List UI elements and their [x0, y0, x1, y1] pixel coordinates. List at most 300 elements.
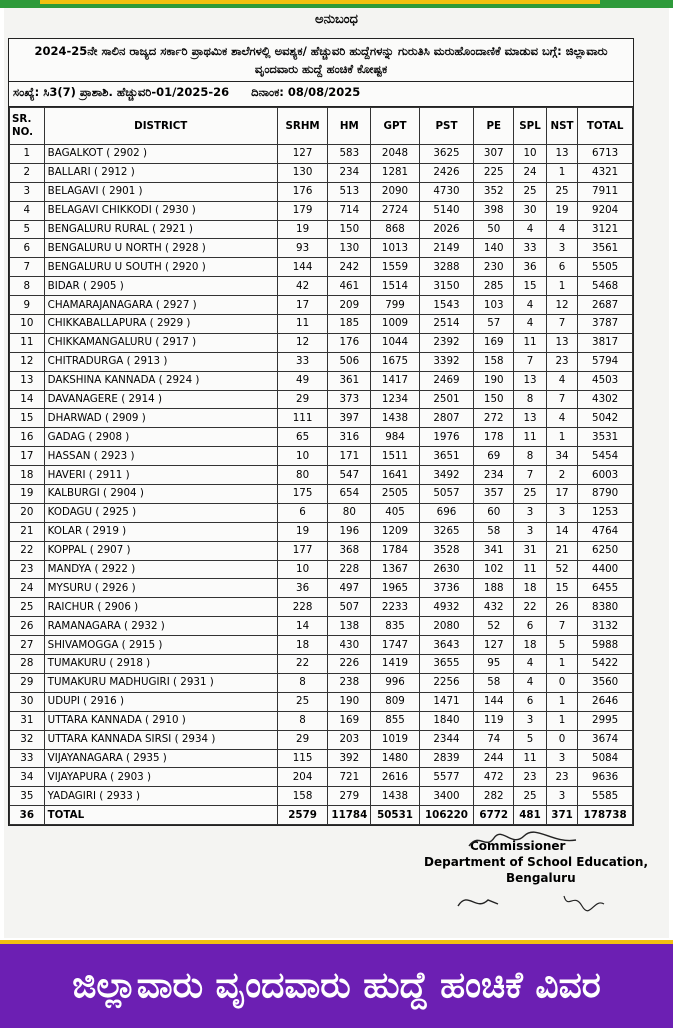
cell-district: BELAGAVI CHIKKODI ( 2930 ) [44, 201, 277, 220]
total-label: TOTAL [44, 806, 277, 825]
cell-nst: 19 [546, 201, 578, 220]
table-row [10, 579, 633, 598]
cell-hm: 547 [328, 466, 371, 485]
cell-nst: 14 [546, 522, 578, 541]
table-row [10, 145, 633, 164]
cell-srhm: 65 [277, 428, 327, 447]
table-row [10, 787, 633, 806]
cell-district: KALBURGI ( 2904 ) [44, 485, 277, 504]
cell-total: 9636 [578, 768, 633, 787]
cell-pe: 169 [474, 333, 514, 352]
cell-gpt: 1234 [371, 390, 419, 409]
cell-gpt: 1438 [371, 787, 419, 806]
cell-district: BENGALURU U SOUTH ( 2920 ) [44, 258, 277, 277]
cell-sr-no: 24 [10, 579, 45, 598]
cell-total: 6455 [578, 579, 633, 598]
cell-spl: 8 [514, 447, 547, 466]
cell-pst: 3651 [419, 447, 474, 466]
table-row [10, 182, 633, 201]
cell-pst: 4730 [419, 182, 474, 201]
cell-pe: 52 [474, 617, 514, 636]
cell-nst: 2 [546, 466, 578, 485]
cell-sr-no: 32 [10, 730, 45, 749]
cell-spl: 11 [514, 560, 547, 579]
cell-nst: 6 [546, 258, 578, 277]
cell-spl: 4 [514, 296, 547, 315]
table-row [10, 466, 633, 485]
cell-total: 3121 [578, 220, 633, 239]
cell-pe: 188 [474, 579, 514, 598]
table-row [10, 711, 633, 730]
total-pst: 106220 [419, 806, 474, 825]
cell-srhm: 6 [277, 503, 327, 522]
table-row [10, 258, 633, 277]
cell-sr-no: 21 [10, 522, 45, 541]
cell-nst: 3 [546, 503, 578, 522]
cell-total: 5585 [578, 787, 633, 806]
cell-pe: 225 [474, 163, 514, 182]
cell-hm: 234 [328, 163, 371, 182]
cell-pst: 2256 [419, 673, 474, 692]
cell-gpt: 405 [371, 503, 419, 522]
cell-nst: 1 [546, 163, 578, 182]
cell-pe: 127 [474, 636, 514, 655]
cell-sr-no: 35 [10, 787, 45, 806]
cell-sr-no: 29 [10, 673, 45, 692]
cell-district: BALLARI ( 2912 ) [44, 163, 277, 182]
cell-gpt: 996 [371, 673, 419, 692]
cell-pe: 60 [474, 503, 514, 522]
cell-district: GADAG ( 2908 ) [44, 428, 277, 447]
cell-srhm: 19 [277, 522, 327, 541]
table-row [10, 541, 633, 560]
cell-nst: 7 [546, 617, 578, 636]
table-row [10, 447, 633, 466]
cell-pst: 2026 [419, 220, 474, 239]
cell-sr-no: 15 [10, 409, 45, 428]
cell-spl: 11 [514, 428, 547, 447]
table-row [10, 503, 633, 522]
cell-total: 5468 [578, 277, 633, 296]
cell-hm: 228 [328, 560, 371, 579]
cell-district: KOPPAL ( 2907 ) [44, 541, 277, 560]
cell-total: 4503 [578, 371, 633, 390]
table-row [10, 296, 633, 315]
cell-spl: 8 [514, 390, 547, 409]
cell-pe: 190 [474, 371, 514, 390]
cell-nst: 26 [546, 598, 578, 617]
table-row [10, 730, 633, 749]
cell-nst: 25 [546, 182, 578, 201]
cell-hm: 226 [328, 655, 371, 674]
cell-district: CHIKKAMANGALURU ( 2917 ) [44, 333, 277, 352]
table-row [10, 352, 633, 371]
cell-district: YADAGIRI ( 2933 ) [44, 787, 277, 806]
signatory-department: Department of School Education, [424, 855, 648, 869]
cell-nst: 4 [546, 371, 578, 390]
table-row [10, 201, 633, 220]
cell-district: SHIVAMOGGA ( 2915 ) [44, 636, 277, 655]
total-sr-no: 36 [10, 806, 45, 825]
cell-sr-no: 3 [10, 182, 45, 201]
cell-spl: 30 [514, 201, 547, 220]
table-row [10, 428, 633, 447]
cell-srhm: 29 [277, 390, 327, 409]
cell-nst: 12 [546, 296, 578, 315]
cell-srhm: 29 [277, 730, 327, 749]
cell-pe: 50 [474, 220, 514, 239]
cell-spl: 25 [514, 485, 547, 504]
cell-gpt: 1009 [371, 315, 419, 334]
cell-pst: 2839 [419, 749, 474, 768]
cell-spl: 11 [514, 333, 547, 352]
cell-district: BENGALURU RURAL ( 2921 ) [44, 220, 277, 239]
cell-gpt: 835 [371, 617, 419, 636]
cell-spl: 7 [514, 352, 547, 371]
cell-nst: 3 [546, 239, 578, 258]
cell-sr-no: 5 [10, 220, 45, 239]
cell-srhm: 80 [277, 466, 327, 485]
cell-total: 5084 [578, 749, 633, 768]
cell-srhm: 115 [277, 749, 327, 768]
cell-pe: 69 [474, 447, 514, 466]
cell-hm: 721 [328, 768, 371, 787]
table-row [10, 655, 633, 674]
cell-hm: 80 [328, 503, 371, 522]
cell-spl: 4 [514, 655, 547, 674]
cell-spl: 22 [514, 598, 547, 617]
cell-hm: 176 [328, 333, 371, 352]
cell-sr-no: 34 [10, 768, 45, 787]
cell-district: CHIKKABALLAPURA ( 2929 ) [44, 315, 277, 334]
cell-nst: 7 [546, 315, 578, 334]
cell-gpt: 1965 [371, 579, 419, 598]
cell-total: 4321 [578, 163, 633, 182]
table-row [10, 598, 633, 617]
cell-gpt: 1438 [371, 409, 419, 428]
col-header-district: DISTRICT [44, 108, 277, 145]
cell-srhm: 36 [277, 579, 327, 598]
cell-spl: 3 [514, 711, 547, 730]
cell-srhm: 175 [277, 485, 327, 504]
cell-spl: 4 [514, 220, 547, 239]
cell-nst: 1 [546, 655, 578, 674]
table-row [10, 315, 633, 334]
table-row [10, 390, 633, 409]
cell-srhm: 228 [277, 598, 327, 617]
cell-district: MYSURU ( 2926 ) [44, 579, 277, 598]
cell-sr-no: 1 [10, 145, 45, 164]
cell-sr-no: 28 [10, 655, 45, 674]
document-title: 2024-25ನೇ ಸಾಲಿನ ರಾಜ್ಯದ ಸರ್ಕಾರಿ ಪ್ರಾಥಮಿಕ ಶಾಲೆಗಳಲ್ಲಿ ಅವಶ್ಯಕ/ ಹೆಚ್ಚುವರಿ ಹುದ್ದೆಗಳನ್ನು ಗುರುತಿಸಿ ಮರುಹೊಂದಾಣಿಕೆ ಮಾಡುವ ಬಗ್ಗೆ: ಜಿಲ್ಲಾವಾರು ವೃಂದವಾರು ಹುದ್ದೆ ಹಂಚಿಕೆ ಕೋಷ್ಟಕ [9, 39, 633, 82]
cell-pst: 4932 [419, 598, 474, 617]
cell-pe: 58 [474, 673, 514, 692]
cell-nst: 5 [546, 636, 578, 655]
cell-total: 6713 [578, 145, 633, 164]
cell-district: VIJAYAPURA ( 2903 ) [44, 768, 277, 787]
cell-pst: 3625 [419, 145, 474, 164]
cell-hm: 373 [328, 390, 371, 409]
cell-hm: 209 [328, 296, 371, 315]
cell-pe: 234 [474, 466, 514, 485]
cell-pst: 1976 [419, 428, 474, 447]
cell-gpt: 1514 [371, 277, 419, 296]
cell-sr-no: 22 [10, 541, 45, 560]
cell-gpt: 1675 [371, 352, 419, 371]
cell-pe: 472 [474, 768, 514, 787]
reference-line [9, 82, 633, 107]
cell-pe: 140 [474, 239, 514, 258]
cell-sr-no: 4 [10, 201, 45, 220]
table-row [10, 277, 633, 296]
cell-pe: 285 [474, 277, 514, 296]
cell-pst: 3392 [419, 352, 474, 371]
table-body [10, 145, 633, 806]
cell-hm: 242 [328, 258, 371, 277]
reference-date: ದಿನಾಂಕ: 08/08/2025 [251, 85, 361, 99]
cell-pst: 1471 [419, 692, 474, 711]
cell-spl: 13 [514, 371, 547, 390]
cell-hm: 150 [328, 220, 371, 239]
table-row [10, 333, 633, 352]
cell-district: BELAGAVI ( 2901 ) [44, 182, 277, 201]
cell-nst: 52 [546, 560, 578, 579]
cell-spl: 6 [514, 692, 547, 711]
cell-pe: 144 [474, 692, 514, 711]
total-hm: 11784 [328, 806, 371, 825]
cell-pe: 158 [474, 352, 514, 371]
cell-gpt: 2090 [371, 182, 419, 201]
cell-pe: 432 [474, 598, 514, 617]
cell-spl: 6 [514, 617, 547, 636]
col-header-hm: HM [328, 108, 371, 145]
cell-pe: 341 [474, 541, 514, 560]
cell-sr-no: 26 [10, 617, 45, 636]
cell-gpt: 1019 [371, 730, 419, 749]
cell-hm: 513 [328, 182, 371, 201]
cell-pst: 3400 [419, 787, 474, 806]
cell-pst: 3288 [419, 258, 474, 277]
table-row [10, 485, 633, 504]
table-row [10, 749, 633, 768]
annexure-heading: ಅನುಬಂಧ [315, 12, 358, 27]
cell-nst: 13 [546, 145, 578, 164]
cell-district: BIDAR ( 2905 ) [44, 277, 277, 296]
cell-srhm: 18 [277, 636, 327, 655]
cell-pst: 2149 [419, 239, 474, 258]
cell-total: 8380 [578, 598, 633, 617]
cell-hm: 138 [328, 617, 371, 636]
cell-hm: 583 [328, 145, 371, 164]
cell-total: 3132 [578, 617, 633, 636]
cell-spl: 3 [514, 503, 547, 522]
total-srhm: 2579 [277, 806, 327, 825]
cell-spl: 15 [514, 277, 547, 296]
table-row [10, 220, 633, 239]
cell-district: KODAGU ( 2925 ) [44, 503, 277, 522]
total-gpt: 50531 [371, 806, 419, 825]
cell-gpt: 2724 [371, 201, 419, 220]
cell-sr-no: 7 [10, 258, 45, 277]
cell-district: DAKSHINA KANNADA ( 2924 ) [44, 371, 277, 390]
cell-total: 5422 [578, 655, 633, 674]
cell-hm: 316 [328, 428, 371, 447]
col-header-nst: NST [546, 108, 578, 145]
cell-nst: 34 [546, 447, 578, 466]
cell-gpt: 1419 [371, 655, 419, 674]
cell-srhm: 204 [277, 768, 327, 787]
cell-sr-no: 9 [10, 296, 45, 315]
cell-pe: 272 [474, 409, 514, 428]
cell-total: 3531 [578, 428, 633, 447]
cell-srhm: 158 [277, 787, 327, 806]
cell-sr-no: 18 [10, 466, 45, 485]
cell-gpt: 868 [371, 220, 419, 239]
table-row [10, 692, 633, 711]
cell-srhm: 8 [277, 711, 327, 730]
cell-pe: 119 [474, 711, 514, 730]
cell-srhm: 12 [277, 333, 327, 352]
cell-pst: 3492 [419, 466, 474, 485]
cell-pe: 95 [474, 655, 514, 674]
table-row [10, 409, 633, 428]
cell-gpt: 984 [371, 428, 419, 447]
col-header-pe: PE [474, 108, 514, 145]
cell-spl: 4 [514, 315, 547, 334]
total-nst: 371 [546, 806, 578, 825]
cell-srhm: 177 [277, 541, 327, 560]
cell-hm: 169 [328, 711, 371, 730]
cell-nst: 4 [546, 409, 578, 428]
cell-district: HASSAN ( 2923 ) [44, 447, 277, 466]
cell-district: UDUPI ( 2916 ) [44, 692, 277, 711]
cell-total: 5988 [578, 636, 633, 655]
cell-pe: 58 [474, 522, 514, 541]
cell-hm: 507 [328, 598, 371, 617]
col-header-gpt: GPT [371, 108, 419, 145]
cell-srhm: 176 [277, 182, 327, 201]
cell-total: 5454 [578, 447, 633, 466]
cell-pe: 282 [474, 787, 514, 806]
cell-srhm: 144 [277, 258, 327, 277]
cell-total: 4764 [578, 522, 633, 541]
cell-srhm: 22 [277, 655, 327, 674]
cell-srhm: 8 [277, 673, 327, 692]
cell-district: KOLAR ( 2919 ) [44, 522, 277, 541]
cell-hm: 714 [328, 201, 371, 220]
table-row [10, 768, 633, 787]
cell-gpt: 1367 [371, 560, 419, 579]
cell-spl: 33 [514, 239, 547, 258]
cell-gpt: 2233 [371, 598, 419, 617]
cell-hm: 397 [328, 409, 371, 428]
cell-gpt: 809 [371, 692, 419, 711]
cell-pst: 2426 [419, 163, 474, 182]
cell-total: 1253 [578, 503, 633, 522]
cell-district: BENGALURU U NORTH ( 2928 ) [44, 239, 277, 258]
cell-sr-no: 33 [10, 749, 45, 768]
cell-pst: 2514 [419, 315, 474, 334]
cell-gpt: 1417 [371, 371, 419, 390]
cell-nst: 1 [546, 711, 578, 730]
cell-hm: 461 [328, 277, 371, 296]
cell-srhm: 179 [277, 201, 327, 220]
cell-district: MANDYA ( 2922 ) [44, 560, 277, 579]
cell-srhm: 127 [277, 145, 327, 164]
cell-hm: 654 [328, 485, 371, 504]
cell-pe: 57 [474, 315, 514, 334]
cell-total: 7911 [578, 182, 633, 201]
banner-text: ಜಿಲ್ಲಾವಾರು ವೃಂದವಾರು ಹುದ್ದೆ ಹಂಚಿಕೆ ವಿವರ [72, 965, 601, 1006]
table-row [10, 522, 633, 541]
cell-total: 6003 [578, 466, 633, 485]
cell-sr-no: 20 [10, 503, 45, 522]
cell-nst: 1 [546, 428, 578, 447]
cell-sr-no: 13 [10, 371, 45, 390]
cell-pe: 244 [474, 749, 514, 768]
total-pe: 6772 [474, 806, 514, 825]
cell-sr-no: 25 [10, 598, 45, 617]
cell-spl: 18 [514, 579, 547, 598]
cell-sr-no: 23 [10, 560, 45, 579]
cell-nst: 4 [546, 220, 578, 239]
cell-pe: 398 [474, 201, 514, 220]
cell-gpt: 2048 [371, 145, 419, 164]
cell-gpt: 855 [371, 711, 419, 730]
table-row [10, 673, 633, 692]
cell-pe: 307 [474, 145, 514, 164]
table-row [10, 163, 633, 182]
cell-pe: 74 [474, 730, 514, 749]
cell-spl: 18 [514, 636, 547, 655]
cell-nst: 21 [546, 541, 578, 560]
cell-sr-no: 30 [10, 692, 45, 711]
cell-nst: 13 [546, 333, 578, 352]
cell-sr-no: 17 [10, 447, 45, 466]
cell-gpt: 2616 [371, 768, 419, 787]
cell-gpt: 1044 [371, 333, 419, 352]
cell-district: VIJAYANAGARA ( 2935 ) [44, 749, 277, 768]
cell-pst: 2344 [419, 730, 474, 749]
cell-sr-no: 11 [10, 333, 45, 352]
cell-pst: 3655 [419, 655, 474, 674]
table-row [10, 239, 633, 258]
col-header-sr-no: SR. NO. [10, 108, 45, 145]
cell-spl: 24 [514, 163, 547, 182]
table-header-row [10, 108, 633, 145]
cell-pst: 3265 [419, 522, 474, 541]
cell-gpt: 1784 [371, 541, 419, 560]
cell-pe: 230 [474, 258, 514, 277]
cell-hm: 190 [328, 692, 371, 711]
cell-nst: 23 [546, 352, 578, 371]
cell-district: UTTARA KANNADA ( 2910 ) [44, 711, 277, 730]
cell-pe: 352 [474, 182, 514, 201]
cell-spl: 3 [514, 522, 547, 541]
cell-pe: 357 [474, 485, 514, 504]
cell-nst: 0 [546, 730, 578, 749]
cell-srhm: 10 [277, 560, 327, 579]
cell-srhm: 14 [277, 617, 327, 636]
cell-sr-no: 14 [10, 390, 45, 409]
initials-scribble-icon [454, 886, 614, 916]
cell-gpt: 1013 [371, 239, 419, 258]
signature-scribble-icon [464, 830, 584, 852]
cell-sr-no: 12 [10, 352, 45, 371]
cell-pst: 2807 [419, 409, 474, 428]
cell-district: BAGALKOT ( 2902 ) [44, 145, 277, 164]
cell-total: 2687 [578, 296, 633, 315]
